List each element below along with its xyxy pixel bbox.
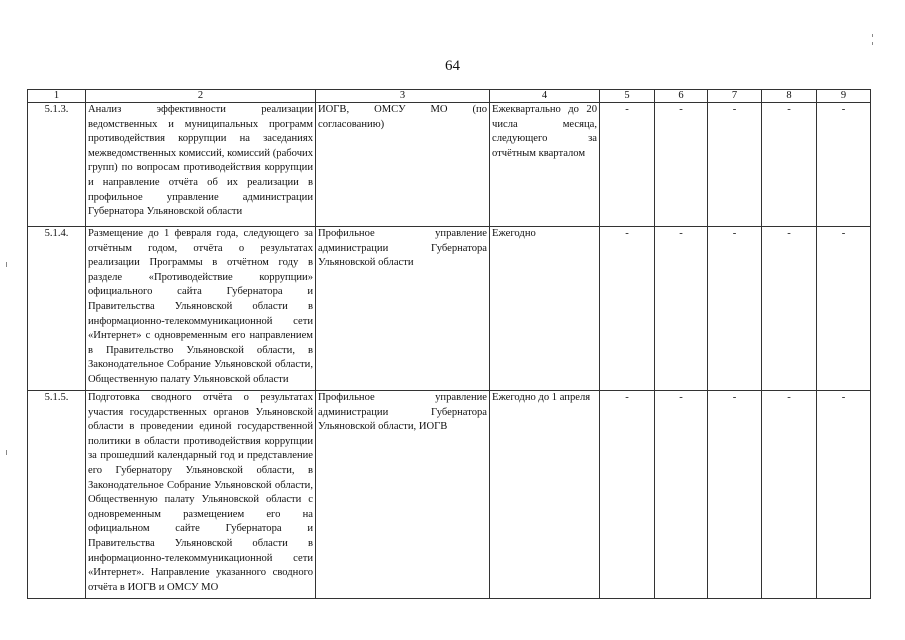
value-cell: - (655, 103, 708, 227)
value-cell: - (817, 391, 871, 599)
header-cell: 1 (28, 90, 86, 103)
value-cell: - (600, 227, 655, 391)
header-cell: 4 (490, 90, 600, 103)
item-term: Ежегодно до 1 апреля (490, 391, 600, 599)
header-row (28, 90, 871, 103)
item-description: Анализ эффективности реализации ведомственных и муниципальных программ противодействия коррупции на заседаниях межведомственных комиссий, комиссий (рабочих групп) по вопросам противодействия коррупции и направление отчёта об их реализации в профильное управление администрации Губернатора Ульяновской области (86, 103, 316, 227)
header-cell: 7 (708, 90, 762, 103)
value-cell: - (762, 103, 817, 227)
program-table (27, 89, 871, 599)
page-number: 64 (445, 58, 460, 74)
value-cell: - (708, 391, 762, 599)
value-cell: - (708, 103, 762, 227)
scan-artifact (6, 262, 7, 267)
header-cell: 5 (600, 90, 655, 103)
header-cell: 2 (86, 90, 316, 103)
scan-artifact (872, 34, 873, 37)
table-row (28, 391, 871, 599)
value-cell: - (817, 103, 871, 227)
header-cell: 8 (762, 90, 817, 103)
header-cell: 6 (655, 90, 708, 103)
value-cell: - (655, 227, 708, 391)
value-cell: - (817, 227, 871, 391)
item-executor: Профильное управление администрации Губернатора Ульяновской области (316, 227, 490, 391)
item-description: Размещение до 1 февраля года, следующего за отчётным годом, отчёта о результатах реализации Программы в отчётном году в разделе «Противодействие коррупции» официального сайта Губернатора и Правительства Ульяновской области в информационно-телекоммуникационной сети «Интернет» с одновременным его направлением в Правительство Ульяновской области, в Законодательное Собрание Ульяновской области, Общественную палату Ульяновской области (86, 227, 316, 391)
scan-artifact (6, 450, 7, 455)
item-executor: Профильное управление администрации Губернатора Ульяновской области, ИОГВ (316, 391, 490, 599)
item-term: Ежегодно (490, 227, 600, 391)
value-cell: - (655, 391, 708, 599)
item-number: 5.1.3. (28, 103, 86, 227)
item-description: Подготовка сводного отчёта о результатах участия государственных органов Ульяновской области в проведении единой государственной политики в области противодействия коррупции за прошедший календарный год и представление его Губернатору Ульяновской области, в Законодательное Собрание Ульяновской области, Общественную палату Ульяновской области с одновременным размещением его на официальном сайте Губернатора и Правительства Ульяновской области в информационно-телекоммуникационной сети «Интернет». Направление указанного сводного отчёта в ИОГВ и ОМСУ МО (86, 391, 316, 599)
value-cell: - (762, 391, 817, 599)
scan-artifact (872, 42, 873, 45)
item-number: 5.1.5. (28, 391, 86, 599)
value-cell: - (600, 103, 655, 227)
value-cell: - (600, 391, 655, 599)
item-number: 5.1.4. (28, 227, 86, 391)
table-row (28, 227, 871, 391)
table-row (28, 103, 871, 227)
header-cell: 9 (817, 90, 871, 103)
item-executor: ИОГВ, ОМСУ МО (по согласованию) (316, 103, 490, 227)
item-term: Ежеквартально до 20 числа месяца, следующего за отчётным кварталом (490, 103, 600, 227)
value-cell: - (762, 227, 817, 391)
header-cell: 3 (316, 90, 490, 103)
value-cell: - (708, 227, 762, 391)
